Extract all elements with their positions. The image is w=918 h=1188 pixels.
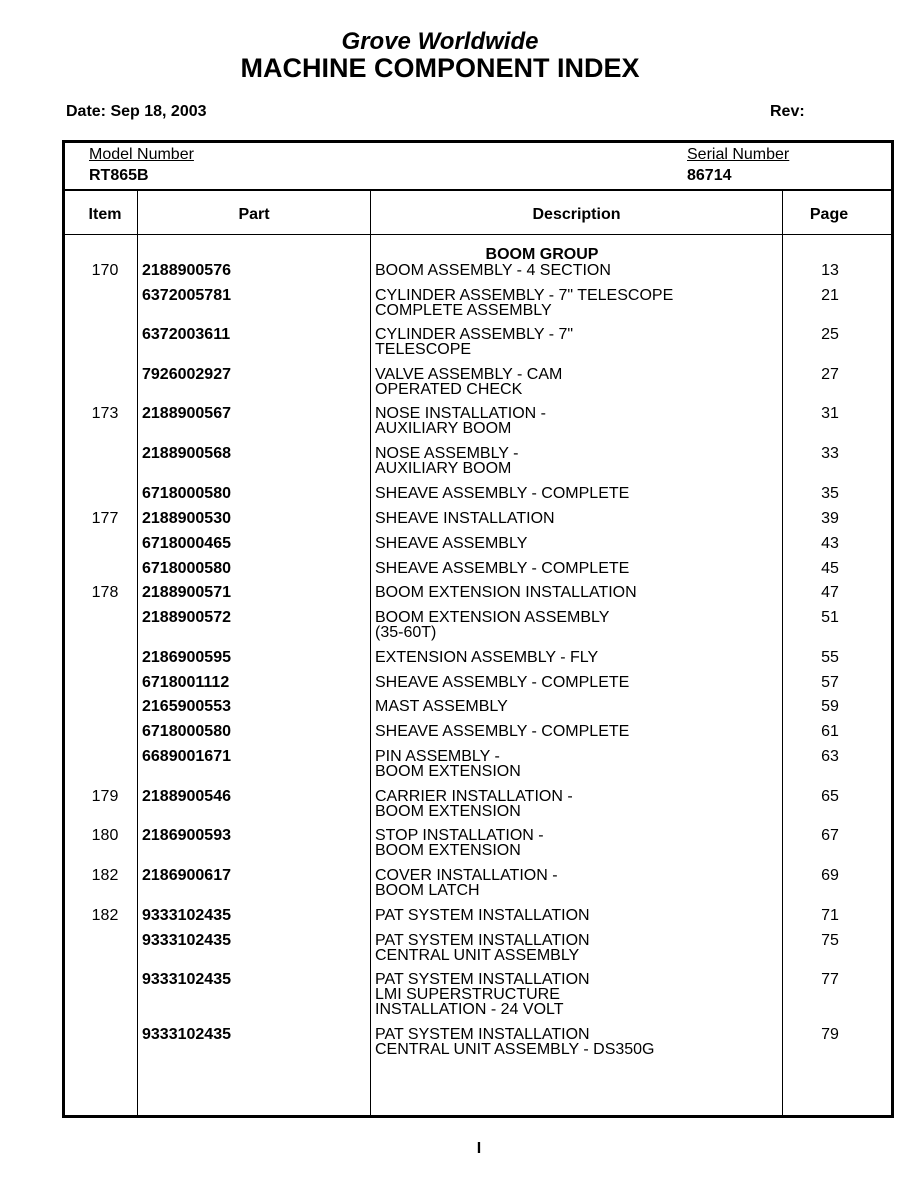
page-reference: 69 [821,867,839,884]
part-description: STOP INSTALLATION - BOOM EXTENSION [375,827,544,859]
page-reference: 33 [821,445,839,462]
part-number: 9333102435 [142,932,231,949]
document-title: MACHINE COMPONENT INDEX [240,53,640,83]
part-description: PAT SYSTEM INSTALLATION LMI SUPERSTRUCTURE INSTALLATION - 24 VOLT [375,971,590,1018]
page-reference: 31 [821,405,839,422]
page-reference: 65 [821,788,839,805]
date-label: Date: Sep 18, 2003 [66,103,207,120]
part-description: PAT SYSTEM INSTALLATION CENTRAL UNIT ASSEMBLY - DS350G [375,1026,655,1058]
column-header-page: Page [809,206,849,223]
company-name: Grove Worldwide [341,28,539,55]
part-description: CARRIER INSTALLATION - BOOM EXTENSION [375,788,573,820]
part-number: 2165900553 [142,698,231,715]
page-reference: 75 [821,932,839,949]
part-description: CYLINDER ASSEMBLY - 7" TELESCOPE COMPLETE ASSEMBLY [375,287,674,319]
part-description: NOSE INSTALLATION - AUXILIARY BOOM [375,405,546,437]
part-description: CYLINDER ASSEMBLY - 7" TELESCOPE [375,326,574,358]
item-number: 179 [91,788,119,805]
part-number: 6372005781 [142,287,231,304]
part-description: SHEAVE ASSEMBLY - COMPLETE [375,560,630,577]
item-number: 182 [91,867,119,884]
part-description: PAT SYSTEM INSTALLATION [375,907,590,924]
item-number: 182 [91,907,119,924]
part-number: 2188900530 [142,510,231,527]
page-reference: 63 [821,748,839,765]
part-number: 2186900595 [142,649,231,666]
part-description: MAST ASSEMBLY [375,698,508,715]
serial-number-value: 86714 [687,167,732,184]
part-number: 2188900571 [142,584,231,601]
part-description: SHEAVE ASSEMBLY - COMPLETE [375,674,630,691]
part-description: COVER INSTALLATION - BOOM LATCH [375,867,558,899]
part-description: SHEAVE ASSEMBLY - COMPLETE [375,723,630,740]
item-number: 170 [91,262,119,279]
part-description: PAT SYSTEM INSTALLATION CENTRAL UNIT ASSEMBLY [375,932,590,964]
part-description: SHEAVE ASSEMBLY - COMPLETE [375,485,630,502]
revision-label: Rev: [770,103,805,120]
part-number: 9333102435 [142,907,231,924]
item-number: 180 [91,827,119,844]
page-reference: 13 [821,262,839,279]
part-description: NOSE ASSEMBLY - AUXILIARY BOOM [375,445,519,477]
page-reference: 59 [821,698,839,715]
part-number: 2188900572 [142,609,231,626]
part-description: BOOM ASSEMBLY - 4 SECTION [375,262,611,279]
column-header-description: Description [532,206,621,223]
part-description: PIN ASSEMBLY - BOOM EXTENSION [375,748,521,780]
page-reference: 55 [821,649,839,666]
page-reference: 21 [821,287,839,304]
part-number: 7926002927 [142,366,231,383]
part-number: 2188900576 [142,262,231,279]
page-reference: 79 [821,1026,839,1043]
page-number: I [476,1140,482,1157]
page-reference: 77 [821,971,839,988]
part-description: SHEAVE INSTALLATION [375,510,555,527]
model-number-value: RT865B [89,167,149,184]
part-description: SHEAVE ASSEMBLY [375,535,528,552]
column-header-part: Part [238,206,270,223]
column-divider-item [137,191,138,1118]
page-reference: 35 [821,485,839,502]
item-number: 177 [91,510,119,527]
page-reference: 27 [821,366,839,383]
page-reference: 43 [821,535,839,552]
page-reference: 39 [821,510,839,527]
part-number: 9333102435 [142,971,231,988]
model-number-label: Model Number [89,146,194,163]
part-number: 2188900546 [142,788,231,805]
header-divider [65,189,891,191]
part-number: 6372003611 [142,326,231,343]
column-header-divider [65,234,891,235]
part-number: 6689001671 [142,748,231,765]
group-title: BOOM GROUP [485,246,599,263]
page-reference: 57 [821,674,839,691]
page-reference: 25 [821,326,839,343]
page-reference: 51 [821,609,839,626]
part-number: 6718000580 [142,723,231,740]
part-description: BOOM EXTENSION ASSEMBLY (35-60T) [375,609,610,641]
part-description: VALVE ASSEMBLY - CAM OPERATED CHECK [375,366,563,398]
part-number: 2186900593 [142,827,231,844]
column-header-item: Item [88,206,122,223]
column-divider-part [370,191,371,1118]
part-number: 2186900617 [142,867,231,884]
part-number: 6718000580 [142,485,231,502]
part-number: 6718001112 [142,674,230,691]
page-reference: 61 [821,723,839,740]
part-number: 9333102435 [142,1026,231,1043]
component-index-table [62,140,894,1118]
column-divider-description [782,191,783,1118]
page-reference: 67 [821,827,839,844]
page-reference: 47 [821,584,839,601]
page-reference: 45 [821,560,839,577]
part-description: EXTENSION ASSEMBLY - FLY [375,649,599,666]
part-number: 2188900568 [142,445,231,462]
part-number: 6718000580 [142,560,231,577]
part-number: 6718000465 [142,535,231,552]
page-reference: 71 [821,907,839,924]
part-description: BOOM EXTENSION INSTALLATION [375,584,637,601]
part-number: 2188900567 [142,405,231,422]
serial-number-label: Serial Number [687,146,790,163]
item-number: 173 [91,405,119,422]
item-number: 178 [91,584,119,601]
